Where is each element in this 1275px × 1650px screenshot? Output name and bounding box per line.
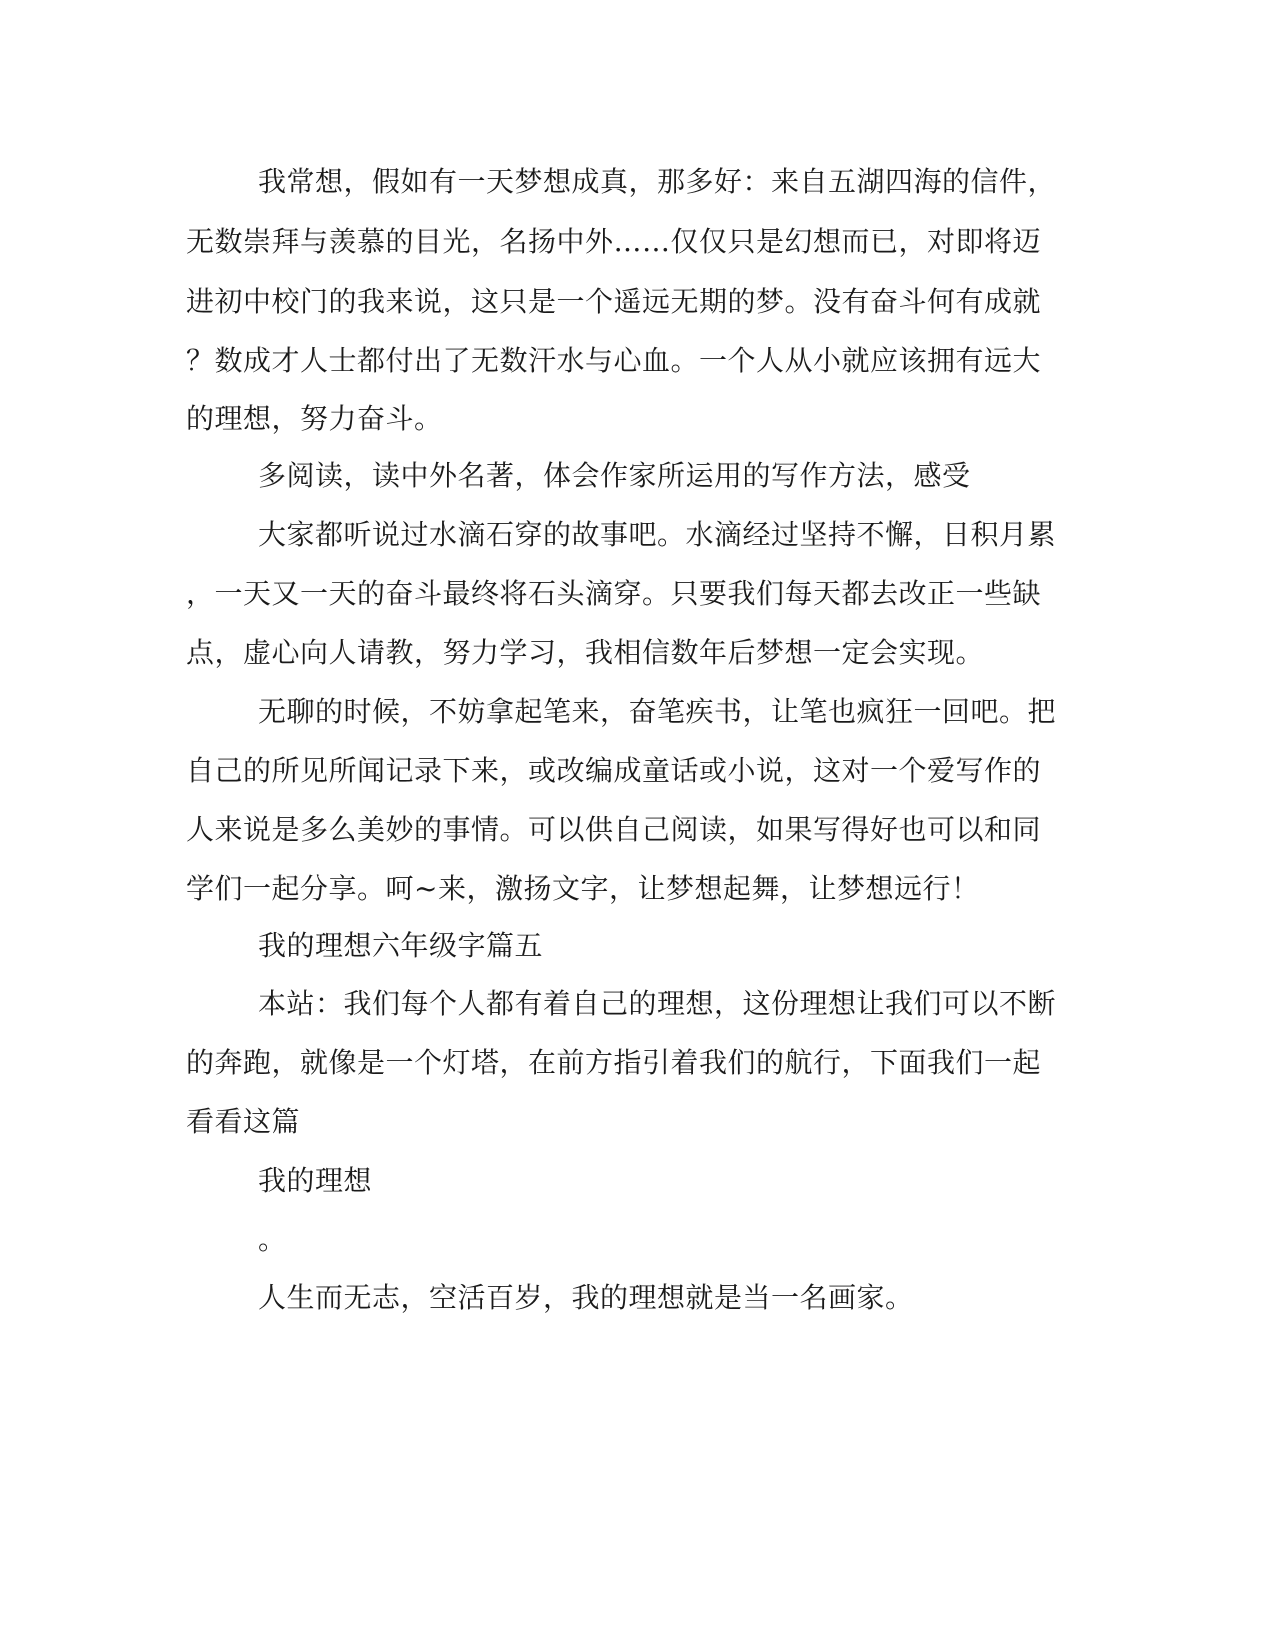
paragraph-4-line-4: 学们一起分享。呵~来，激扬文字，让梦想起舞，让梦想远行！ — [186, 872, 980, 905]
paragraph-3-line-3: 点，虚心向人请教，努力学习，我相信数年后梦想一定会实现。 — [186, 636, 985, 669]
paragraph-1-line-3: 进初中校门的我来说，这只是一个遥远无期的梦。没有奋斗何有成就 — [186, 285, 1042, 318]
paragraph-4-line-1: 无聊的时候，不妨拿起笔来，奋笔疾书，让笔也疯狂一回吧。把 — [258, 695, 1057, 728]
paragraph-1-line-2: 无数崇拜与羡慕的目光，名扬中外……仅仅只是幻想而已，对即将迈 — [186, 225, 1042, 258]
section-heading: 我的理想六年级字篇五 — [258, 929, 544, 962]
paragraph-1-line-5: 的理想，努力奋斗。 — [186, 402, 443, 435]
title-line: 我的理想 — [258, 1164, 373, 1197]
paragraph-2-line-1: 多阅读，读中外名著，体会作家所运用的写作方法，感受 — [258, 459, 971, 492]
paragraph-5-line-3: 看看这篇 — [186, 1105, 301, 1138]
paragraph-1-line-4: ？数成才人士都付出了无数汗水与心血。一个人从小就应该拥有远大 — [186, 344, 1042, 377]
paragraph-5-line-1: 本站：我们每个人都有着自己的理想，这份理想让我们可以不断 — [258, 987, 1057, 1020]
paragraph-4-line-3: 人来说是多么美妙的事情。可以供自己阅读，如果写得好也可以和同 — [186, 813, 1042, 846]
period-line: 。 — [258, 1223, 287, 1256]
paragraph-6-line-1: 人生而无志，空活百岁，我的理想就是当一名画家。 — [258, 1281, 914, 1314]
paragraph-5-line-2: 的奔跑，就像是一个灯塔，在前方指引着我们的航行，下面我们一起 — [186, 1046, 1042, 1079]
paragraph-1-line-1: 我常想，假如有一天梦想成真，那多好：来自五湖四海的信件， — [258, 165, 1057, 198]
paragraph-3-line-1: 大家都听说过水滴石穿的故事吧。水滴经过坚持不懈，日积月累 — [258, 518, 1057, 551]
paragraph-4-line-2: 自己的所见所闻记录下来，或改编成童话或小说，这对一个爱写作的 — [186, 754, 1042, 787]
paragraph-3-line-2: ，一天又一天的奋斗最终将石头滴穿。只要我们每天都去改正一些缺 — [186, 577, 1042, 610]
